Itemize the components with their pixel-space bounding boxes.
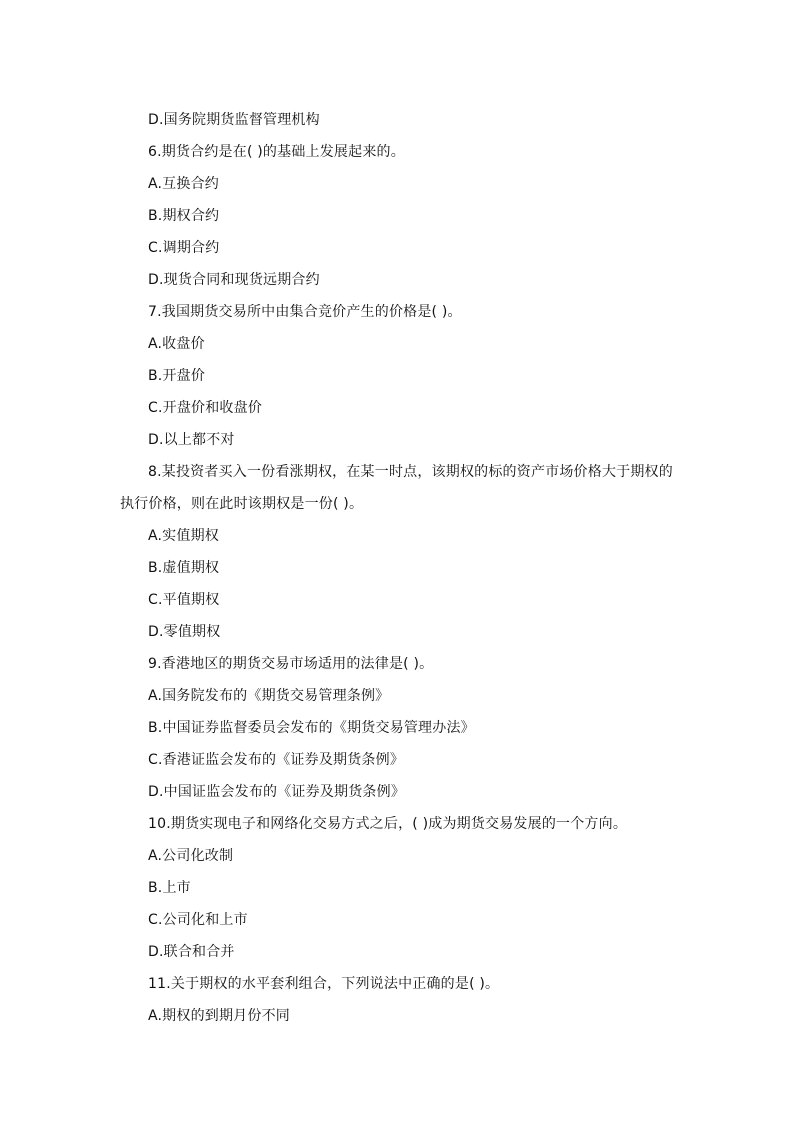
option-line: A.实值期权 bbox=[148, 528, 219, 544]
option-line: C.开盘价和收盘价 bbox=[148, 400, 263, 416]
option-line: C.调期合约 bbox=[148, 240, 220, 256]
option-line: B.期权合约 bbox=[148, 208, 220, 224]
option-line: B.虚值期权 bbox=[148, 560, 220, 576]
question-line: 11.关于期权的水平套利组合，下列说法中正确的是( )。 bbox=[148, 976, 500, 992]
question-continuation-line: 执行价格，则在此时该期权是一份( )。 bbox=[120, 496, 364, 512]
option-line: A.国务院发布的《期货交易管理条例》 bbox=[148, 688, 390, 704]
question-line: 9.香港地区的期货交易市场适用的法律是( )。 bbox=[148, 656, 434, 672]
option-line: D.以上都不对 bbox=[148, 432, 235, 448]
option-line: A.收盘价 bbox=[148, 336, 205, 352]
option-line: C.平值期权 bbox=[148, 592, 220, 608]
option-line: C.香港证监会发布的《证券及期货条例》 bbox=[148, 752, 405, 768]
question-line: 6.期货合约是在( )的基础上发展起来的。 bbox=[148, 144, 405, 160]
option-line: D.零值期权 bbox=[148, 624, 221, 640]
question-line: 8.某投资者买入一份看涨期权，在某一时点，该期权的标的资产市场价格大于期权的 bbox=[148, 464, 673, 480]
option-line: B.上市 bbox=[148, 880, 191, 896]
option-line: D.中国证监会发布的《证券及期货条例》 bbox=[148, 784, 406, 800]
option-line: D.联合和合并 bbox=[148, 944, 235, 960]
question-line: 10.期货实现电子和网络化交易方式之后，( )成为期货交易发展的一个方向。 bbox=[148, 816, 628, 832]
option-line: A.期权的到期月份不同 bbox=[148, 1008, 290, 1024]
option-line: C.公司化和上市 bbox=[148, 912, 248, 928]
option-line: B.开盘价 bbox=[148, 368, 206, 384]
document-body bbox=[120, 104, 680, 1032]
option-line: D.国务院期货监督管理机构 bbox=[148, 112, 320, 128]
option-line: B.中国证券监督委员会发布的《期货交易管理办法》 bbox=[148, 720, 475, 736]
option-line: A.互换合约 bbox=[148, 176, 219, 192]
option-line: D.现货合同和现货远期合约 bbox=[148, 272, 320, 288]
question-line: 7.我国期货交易所中由集合竞价产生的价格是( )。 bbox=[148, 304, 462, 320]
option-line: A.公司化改制 bbox=[148, 848, 234, 864]
